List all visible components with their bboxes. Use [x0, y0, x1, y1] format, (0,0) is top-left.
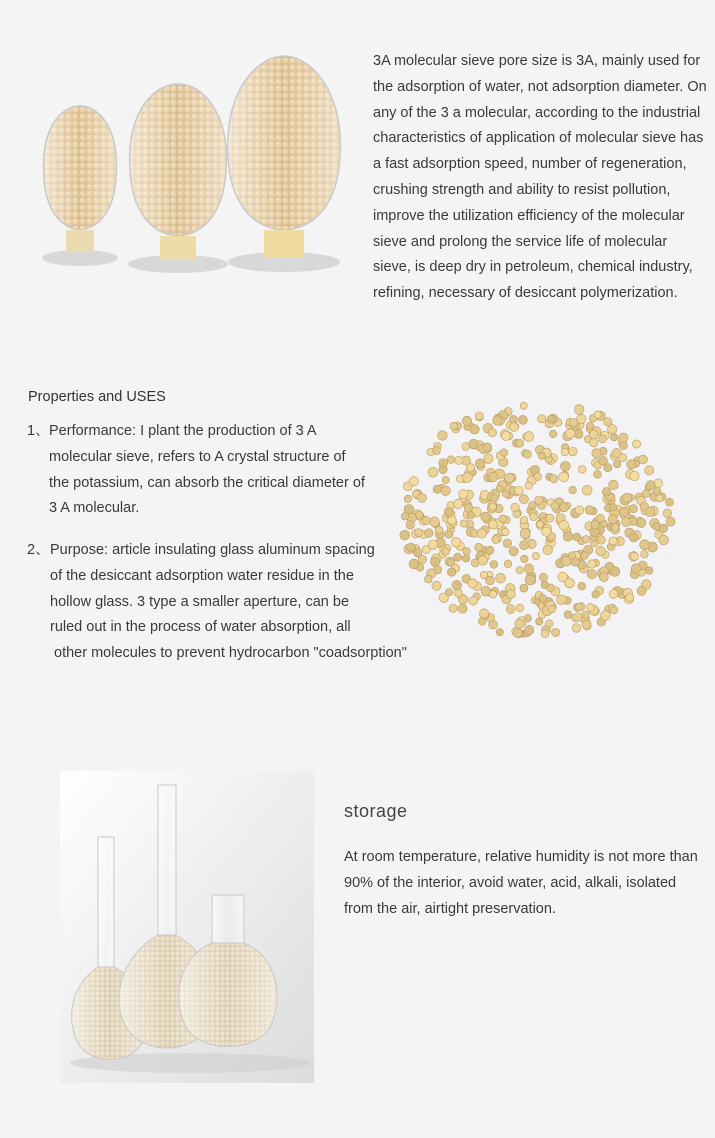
- bead: [559, 520, 569, 530]
- bead: [582, 611, 589, 618]
- bead: [620, 442, 628, 450]
- bead: [452, 580, 462, 590]
- bead: [573, 533, 581, 541]
- bead: [435, 526, 443, 534]
- bead: [582, 485, 592, 495]
- bead: [572, 624, 581, 633]
- bead: [509, 547, 518, 556]
- bead: [552, 628, 560, 636]
- bead: [501, 431, 510, 440]
- bead: [613, 460, 620, 467]
- bead: [594, 411, 601, 418]
- properties-heading: Properties and USES: [28, 389, 166, 405]
- bead: [422, 517, 430, 525]
- bead: [500, 449, 508, 457]
- bead: [520, 541, 529, 550]
- bead: [627, 460, 636, 469]
- bead: [492, 536, 500, 544]
- bead: [524, 564, 534, 574]
- bead: [430, 557, 439, 566]
- bead: [565, 578, 575, 588]
- bead: [541, 581, 549, 589]
- bead: [585, 506, 594, 515]
- bead: [574, 430, 583, 439]
- bead: [609, 537, 617, 545]
- bead: [513, 628, 522, 637]
- bead: [524, 432, 534, 442]
- bead: [463, 547, 471, 555]
- bead: [607, 425, 616, 434]
- bead: [586, 422, 593, 429]
- item2-line: ruled out in the process of water absorption, all: [50, 619, 351, 636]
- item2-line: Purpose: article insulating glass aluminum spacing: [50, 542, 375, 558]
- bead: [581, 552, 589, 560]
- item1-line: Performance: I plant the production of 3 A: [49, 423, 317, 439]
- bead: [610, 504, 617, 511]
- bead: [538, 415, 546, 423]
- bead: [592, 449, 601, 458]
- bead: [569, 486, 577, 494]
- medium-jar: [128, 84, 228, 273]
- bead: [455, 456, 463, 464]
- bead: [510, 423, 519, 432]
- bead: [496, 629, 503, 636]
- bead: [433, 447, 441, 455]
- bead: [560, 503, 569, 512]
- bead: [599, 435, 607, 443]
- bead: [630, 471, 639, 480]
- bead: [612, 448, 621, 457]
- bead: [433, 485, 441, 493]
- bead: [574, 405, 584, 415]
- intro-paragraph: 3A molecular sieve pore size is 3A, mainly used for the adsorption of water, not adsorption diameter. On any of the 3 a molecular, according to the industrial characteristics of application of molecular sieve has a fast adsorption speed, number of regeneration, crushing strength and ability to resist pollution, improve the utilization efficiency of the molecular sieve and prolong the service life of molecular sieve, is deep dry in petroleum, chemical industry, refining, necessary of desiccant polymerization.: [373, 53, 707, 302]
- bead: [514, 486, 523, 495]
- bead: [511, 503, 520, 512]
- bead: [637, 586, 646, 595]
- bead: [502, 528, 509, 535]
- bead: [469, 596, 478, 605]
- bead: [587, 604, 595, 612]
- bead: [563, 532, 573, 542]
- bead: [532, 552, 539, 559]
- bead: [588, 560, 596, 568]
- bead: [496, 573, 506, 583]
- bead: [523, 450, 531, 458]
- bead: [470, 425, 479, 434]
- bead: [509, 415, 517, 423]
- bead: [445, 589, 452, 596]
- bead: [520, 517, 528, 525]
- bead: [507, 590, 516, 599]
- bead: [535, 496, 543, 504]
- flasks-image: [60, 771, 314, 1083]
- bead: [428, 467, 438, 477]
- bead: [490, 561, 498, 569]
- bead: [538, 452, 545, 459]
- bead: [516, 439, 524, 447]
- bead: [469, 439, 479, 449]
- bead: [569, 418, 578, 427]
- bead: [516, 604, 524, 612]
- item2-line: other molecules to prevent hydrocarbon "coadsorption": [54, 645, 407, 662]
- item2-line: hollow glass. 3 type a smaller aperture, can be: [50, 593, 350, 610]
- bead: [458, 604, 467, 613]
- bead: [557, 595, 567, 605]
- bead: [642, 490, 650, 498]
- bead: [596, 546, 605, 555]
- bead: [543, 545, 553, 555]
- bead: [599, 573, 608, 582]
- bead: [467, 512, 474, 519]
- bead: [489, 591, 496, 598]
- storage-heading: storage: [344, 801, 408, 821]
- bead: [499, 515, 507, 523]
- bead: [610, 606, 617, 613]
- bead: [633, 440, 641, 448]
- item2-line: of the desiccant adsorption water residue in the: [50, 567, 354, 584]
- bead: [441, 486, 450, 495]
- bead: [525, 482, 532, 489]
- bead: [589, 438, 598, 447]
- bead: [506, 605, 515, 614]
- bead: [578, 582, 586, 590]
- bead: [444, 507, 453, 516]
- bead: [536, 618, 543, 625]
- bead: [450, 422, 458, 430]
- bead: [559, 472, 569, 482]
- bead: [591, 521, 600, 530]
- bead: [578, 466, 586, 474]
- bead: [641, 551, 649, 559]
- bead: [599, 456, 608, 465]
- bead: [631, 552, 639, 560]
- bead: [468, 579, 477, 588]
- bead: [442, 476, 449, 483]
- bead: [520, 402, 527, 409]
- sample-jars-image: [30, 50, 350, 280]
- bead: [575, 603, 583, 611]
- bead: [521, 555, 529, 563]
- bead: [475, 412, 483, 420]
- bead: [418, 493, 427, 502]
- bead: [425, 575, 433, 583]
- bead: [454, 553, 462, 561]
- item1-number: 1、: [27, 423, 50, 439]
- bead: [524, 615, 531, 622]
- bead: [542, 527, 551, 536]
- bead: [551, 502, 559, 510]
- bead: [561, 448, 569, 456]
- bead: [609, 590, 618, 599]
- bead: [582, 536, 589, 543]
- bead: [504, 560, 512, 568]
- bead: [462, 416, 471, 425]
- bead: [653, 488, 661, 496]
- bead: [631, 564, 640, 573]
- bead: [463, 473, 473, 483]
- bead: [610, 434, 617, 441]
- bead: [460, 520, 467, 527]
- bead: [626, 594, 634, 602]
- bead: [629, 533, 638, 542]
- bead: [589, 430, 598, 439]
- bead: [519, 495, 528, 504]
- beads-pile-image: [380, 389, 694, 663]
- bead: [448, 516, 457, 525]
- bead: [505, 473, 515, 483]
- bead: [659, 524, 668, 533]
- bead: [549, 430, 557, 438]
- bead: [546, 514, 554, 522]
- bead: [483, 443, 492, 452]
- bead: [530, 513, 538, 521]
- bead: [404, 495, 411, 502]
- bead: [566, 429, 576, 439]
- bead: [536, 521, 543, 528]
- bead: [438, 431, 448, 441]
- bead: [442, 548, 450, 556]
- bead: [619, 433, 628, 442]
- item1-line: the potassium, can absorb the critical diameter of: [49, 474, 365, 491]
- bead: [515, 619, 524, 628]
- bead: [475, 459, 485, 469]
- bead: [415, 529, 423, 537]
- bead: [445, 530, 453, 538]
- bead: [587, 569, 596, 578]
- bead: [562, 556, 572, 566]
- bead: [534, 473, 542, 481]
- bead: [640, 540, 650, 550]
- item2-number: 2、: [27, 542, 50, 558]
- bead: [602, 488, 610, 496]
- bead: [564, 611, 572, 619]
- bead: [659, 535, 669, 545]
- bead: [516, 567, 523, 574]
- bead: [529, 502, 537, 510]
- bead: [592, 591, 599, 598]
- performance-item: [49, 419, 379, 522]
- bead: [428, 540, 437, 549]
- large-jar: [228, 56, 341, 272]
- bead: [622, 518, 631, 527]
- bead: [447, 568, 455, 576]
- bead: [639, 455, 648, 464]
- bead: [488, 520, 497, 529]
- storage-paragraph: At room temperature, relative humidity is not more than 90% of the interior, avoid water, acid, alkali, isolated from the air, airtight preservation.: [344, 849, 698, 917]
- bead: [610, 567, 620, 577]
- bead: [646, 481, 655, 490]
- bead: [477, 529, 487, 539]
- bead: [548, 605, 556, 613]
- bead: [663, 509, 672, 518]
- bead: [503, 539, 512, 548]
- bead: [550, 475, 558, 483]
- bead: [409, 477, 418, 486]
- bead: [623, 493, 632, 502]
- bead: [481, 512, 490, 521]
- bead: [539, 573, 547, 581]
- bead: [406, 521, 415, 530]
- bead: [432, 581, 441, 590]
- bead: [525, 625, 534, 634]
- bead: [582, 620, 591, 629]
- bead: [493, 416, 503, 426]
- bead: [666, 498, 674, 506]
- bead: [561, 461, 571, 471]
- item1-line: 3 A molecular.: [49, 500, 140, 517]
- small-jar: [42, 106, 118, 266]
- bead: [656, 495, 663, 502]
- bead: [594, 470, 602, 478]
- bead: [637, 519, 646, 528]
- bead: [575, 506, 584, 515]
- bead: [484, 454, 493, 463]
- bead: [489, 503, 497, 511]
- bead: [462, 555, 470, 563]
- bead: [525, 575, 535, 585]
- bead: [459, 490, 468, 499]
- bead: [645, 466, 654, 475]
- bead: [520, 528, 530, 538]
- bead: [611, 524, 619, 532]
- bead: [568, 447, 577, 456]
- bead: [447, 456, 455, 464]
- bead: [401, 513, 409, 521]
- bead: [486, 546, 494, 554]
- bead: [541, 630, 549, 638]
- bead: [601, 611, 611, 621]
- bead: [547, 415, 555, 423]
- bead: [425, 529, 434, 538]
- bead: [480, 571, 487, 578]
- bead: [619, 507, 628, 516]
- bead: [666, 517, 675, 526]
- bead: [520, 584, 528, 592]
- bead: [609, 480, 619, 490]
- bead: [439, 459, 448, 468]
- bead: [571, 557, 580, 566]
- bead: [608, 515, 617, 524]
- bead: [518, 415, 527, 424]
- bead: [646, 508, 655, 517]
- bead: [539, 595, 546, 602]
- bead: [454, 499, 463, 508]
- item1-line: molecular sieve, refers to A crystal structure of: [49, 448, 346, 465]
- bead: [488, 429, 496, 437]
- purpose-item: [50, 538, 420, 667]
- bead: [489, 472, 498, 481]
- bead: [430, 517, 440, 527]
- bead: [574, 613, 583, 622]
- bead: [479, 609, 488, 618]
- bead: [546, 620, 554, 628]
- bead: [475, 543, 483, 551]
- bead: [629, 505, 637, 513]
- bead: [451, 538, 460, 547]
- bead: [449, 604, 457, 612]
- bead: [478, 556, 488, 566]
